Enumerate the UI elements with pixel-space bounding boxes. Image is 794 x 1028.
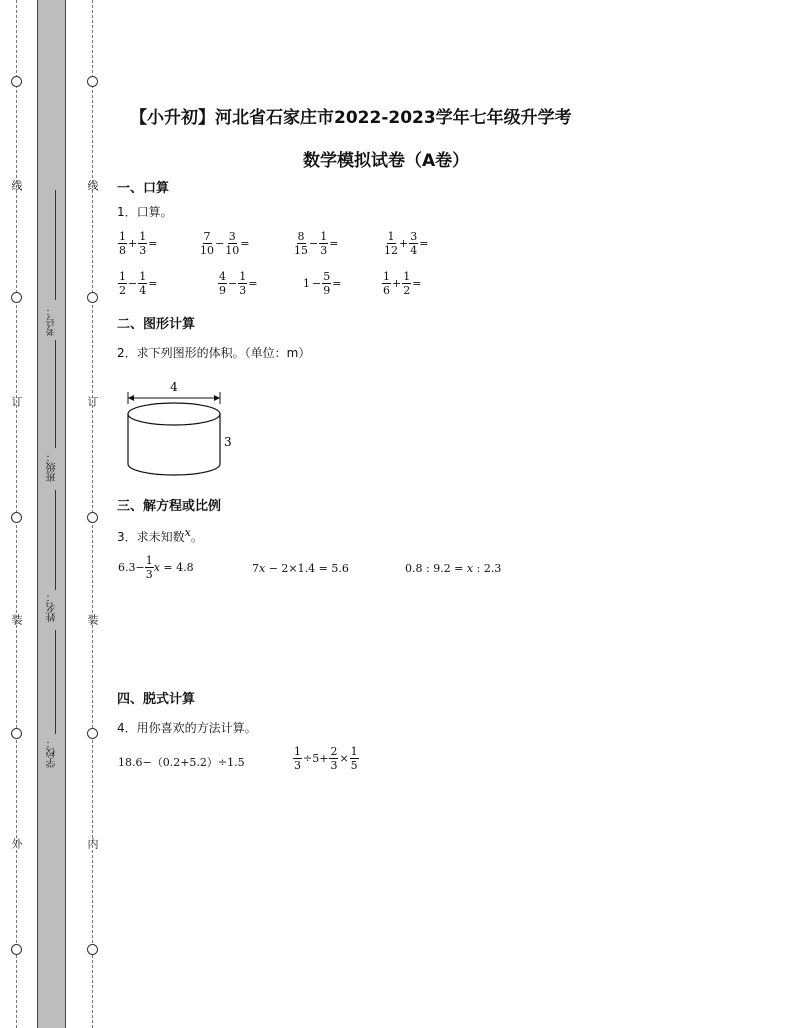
binding-hole-icon: [11, 512, 22, 523]
oral-expr-4: $\frac{1}{12}$ + $\frac{3}{4}$ =: [384, 230, 429, 257]
binding-hole-icon: [87, 292, 98, 303]
binding-hole-icon: [11, 944, 22, 955]
inner-label-xian: 线: [86, 180, 99, 191]
question-2: 2．求下列图形的体积。（单位：m）: [117, 346, 311, 360]
section-1-heading: 一、口算: [117, 181, 170, 196]
section-4-heading: 四、脱式计算: [117, 692, 196, 707]
binding-hole-icon: [11, 292, 22, 303]
equation-3: 0.8 : 9.2 = x : 2.3: [405, 562, 502, 575]
outer-label-xian: 线: [10, 180, 23, 191]
outer-label-ding: 订: [10, 396, 23, 407]
calc-expr-2: $\frac{1}{3}$ ÷5+ $\frac{2}{3}$ × $\frac{1}{5}$: [294, 745, 358, 772]
cylinder-diameter-label: 4: [170, 380, 178, 394]
name-line: [55, 490, 56, 590]
question-1: 1．口算。: [117, 205, 173, 219]
school-line: [55, 630, 56, 734]
inner-label-nei: 内: [86, 838, 99, 849]
oral-expr-6: $\frac{4}{9}$ − $\frac{1}{3}$ =: [219, 270, 258, 297]
equation-2: 7 x − 2×1.4 = 5.6: [252, 562, 349, 575]
binding-hole-icon: [11, 728, 22, 739]
binding-hole-icon: [87, 728, 98, 739]
oral-expr-1: $\frac{1}{8}$ + $\frac{1}{3}$ =: [119, 230, 158, 257]
oral-expr-7: 1 − $\frac{5}{9}$ =: [303, 270, 342, 297]
page-title: 【小升初】河北省石家庄市2022-2023学年七年级升学考: [130, 108, 572, 128]
section-3-heading: 三、解方程或比例: [117, 499, 222, 514]
question-4: 4．用你喜欢的方法计算。: [117, 721, 257, 735]
oral-expr-8: $\frac{1}{6}$ + $\frac{1}{2}$ =: [383, 270, 422, 297]
school-label: 学校：: [47, 738, 58, 768]
binding-hole-icon: [87, 944, 98, 955]
class-line: [55, 340, 56, 448]
calc-expr-1: 18.6−（0.2+5.2）÷1.5: [118, 756, 245, 769]
exam-number-label: 考号：: [47, 306, 58, 336]
oral-expr-3: $\frac{8}{15}$ − $\frac{1}{3}$ =: [294, 230, 339, 257]
inner-label-ding: 订: [86, 396, 99, 407]
oral-expr-2: $\frac{7}{10}$ − $\frac{3}{10}$ =: [200, 230, 250, 257]
exam-number-line: [55, 190, 56, 300]
binding-hole-icon: [87, 512, 98, 523]
class-label: 班级：: [47, 452, 58, 482]
page-subtitle: 数学模拟试卷（A卷）: [303, 151, 470, 171]
binding-strip: [37, 0, 66, 1028]
cylinder-figure: [118, 376, 248, 481]
cylinder-height-label: 3: [224, 435, 232, 449]
oral-expr-5: $\frac{1}{2}$ − $\frac{1}{4}$ =: [119, 270, 158, 297]
binding-hole-icon: [87, 76, 98, 87]
inner-label-zhuang: 装: [86, 614, 99, 625]
binding-hole-icon: [11, 76, 22, 87]
equation-1: 6.3− $\frac{1}{3}$ x = 4.8: [118, 554, 194, 581]
name-label: 姓名：: [47, 592, 58, 622]
outer-label-zhuang: 装: [10, 614, 23, 625]
outer-label-wai: 外: [10, 838, 23, 849]
question-3: 3．求未知数x。: [117, 526, 203, 544]
section-2-heading: 二、图形计算: [117, 317, 196, 332]
